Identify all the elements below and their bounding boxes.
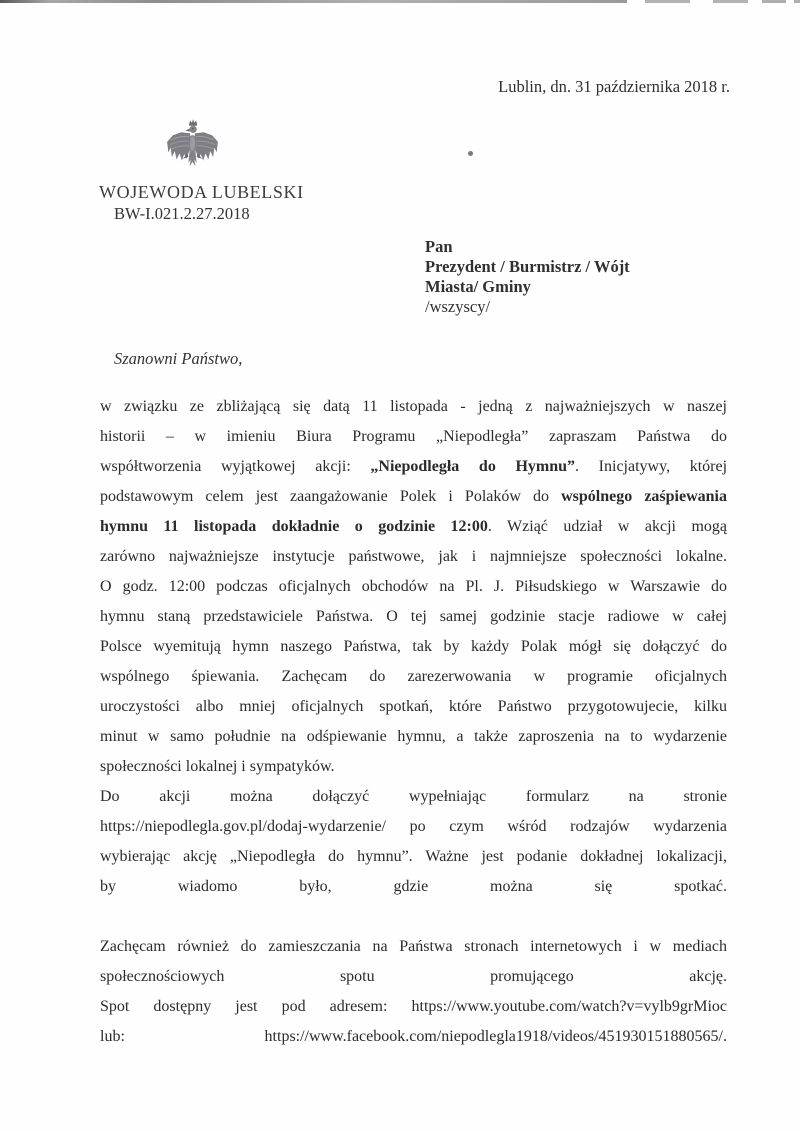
body-text: Spot dostępny jest pod adresem: https://www.youtube.com/watch?v=vylb9grMioc <box>100 998 727 1015</box>
body-text: Zachęcam również do zamieszczania na Państwa stronach internetowych i w mediach <box>100 938 727 955</box>
recipient-line: /wszyscy/ <box>425 297 491 316</box>
body-line <box>100 602 727 632</box>
scan-artifact-segment <box>794 0 800 3</box>
body-line <box>100 572 727 602</box>
body-line <box>100 932 727 962</box>
body-text: . Wziąć udział w akcji mogą <box>487 518 727 535</box>
body-line <box>100 452 727 482</box>
body-text: historii – w imieniu Biura Programu „Niepodległa” zapraszam Państwa do <box>100 428 727 445</box>
body-text: Polsce wyemitują hymn naszego Państwa, tak by każdy Polak mógł się dołączyć do <box>100 638 727 655</box>
date-line: Lublin, dn. 31 października 2018 r. <box>498 77 730 96</box>
sender-name: WOJEWODA LUBELSKI <box>99 182 304 202</box>
scan-artifact-segment <box>645 0 690 3</box>
body-line <box>100 962 727 992</box>
body-text: w związku ze zbliżającą się datą 11 listopada - jedną z najważniejszych w naszej <box>100 398 727 415</box>
body-line <box>100 542 727 572</box>
scan-artifact-segment <box>762 0 786 3</box>
sender-reference-number: BW-I.021.2.27.2018 <box>114 204 250 223</box>
recipient-line: Prezydent / Burmistrz / Wójt <box>425 257 630 276</box>
body-text: uroczystości albo mniej oficjalnych spotkań, które Państwo przygotowujecie, kilku <box>100 698 727 715</box>
body-text: Do akcji można dołączyć wypełniając formularz na stronie <box>100 788 727 805</box>
body-text: minut w samo południe na odśpiewanie hymnu, a także zaproszenia na to wydarzenie <box>100 728 727 745</box>
body-text: hymnu staną przedstawiciele Państwa. O tej samej godzinie stacje radiowe w całej <box>100 608 727 625</box>
body-text-bold: „Niepodległa do Hymnu” <box>370 458 576 475</box>
salutation: Szanowni Państwo, <box>114 349 243 368</box>
body-line <box>100 1022 727 1052</box>
body-line <box>100 422 727 452</box>
body-text: społeczności lokalnej i sympatyków. <box>100 758 335 775</box>
body-text-bold: wspólnego zaśpiewania <box>561 488 728 505</box>
body-text: społecznościowych spotu promującego akcję. <box>100 968 727 985</box>
body-text: https://niepodlegla.gov.pl/dodaj-wydarzenie/ po czym wśród rodzajów wydarzenia <box>100 818 727 835</box>
body-text: . Inicjatywy, której <box>575 458 728 475</box>
body-line <box>100 692 727 722</box>
body-text: O godz. 12:00 podczas oficjalnych obchodów na Pl. J. Piłsudskiego w Warszawie do <box>100 578 727 595</box>
body-line <box>100 842 727 872</box>
body-line <box>100 482 727 512</box>
body-line <box>100 752 727 782</box>
letter-body <box>100 392 727 1052</box>
polish-eagle-icon <box>163 117 222 177</box>
recipient-line: Pan <box>425 237 453 256</box>
body-text: podstawowym celem jest zaangażowanie Polek i Polaków do <box>100 488 562 505</box>
body-text: by wiadomo było, gdzie można się spotkać. <box>100 878 727 895</box>
body-line <box>100 662 727 692</box>
recipient-line: Miasta/ Gminy <box>425 277 531 296</box>
scan-speck <box>468 151 473 156</box>
body-text: zarówno najważniejsze instytucje państwowe, jak i najmniejsze społeczności lokalne. <box>100 548 727 565</box>
body-text: lub: https://www.facebook.com/niepodlegla1918/videos/451930151880565/. <box>100 1028 727 1045</box>
body-text: wybierając akcję „Niepodległa do hymnu”. Ważne jest podanie dokładnej lokalizacji, <box>100 848 727 865</box>
scan-artifact-segment <box>713 0 748 3</box>
body-line <box>100 392 727 422</box>
body-line <box>100 722 727 752</box>
body-text: wspólnego śpiewania. Zachęcam do zarezerwowania w programie oficjalnych <box>100 668 727 685</box>
body-text-bold: hymnu 11 listopada dokładnie o godzinie 12:00 <box>100 518 488 535</box>
body-text: współtworzenia wyjątkowej akcji: <box>100 458 371 475</box>
body-line <box>100 632 727 662</box>
body-line <box>100 782 727 812</box>
body-line <box>100 512 727 542</box>
body-line <box>100 812 727 842</box>
recipient-block <box>425 237 630 317</box>
body-line <box>100 992 727 1022</box>
scan-artifact-segment <box>0 0 627 3</box>
body-line <box>100 872 727 902</box>
